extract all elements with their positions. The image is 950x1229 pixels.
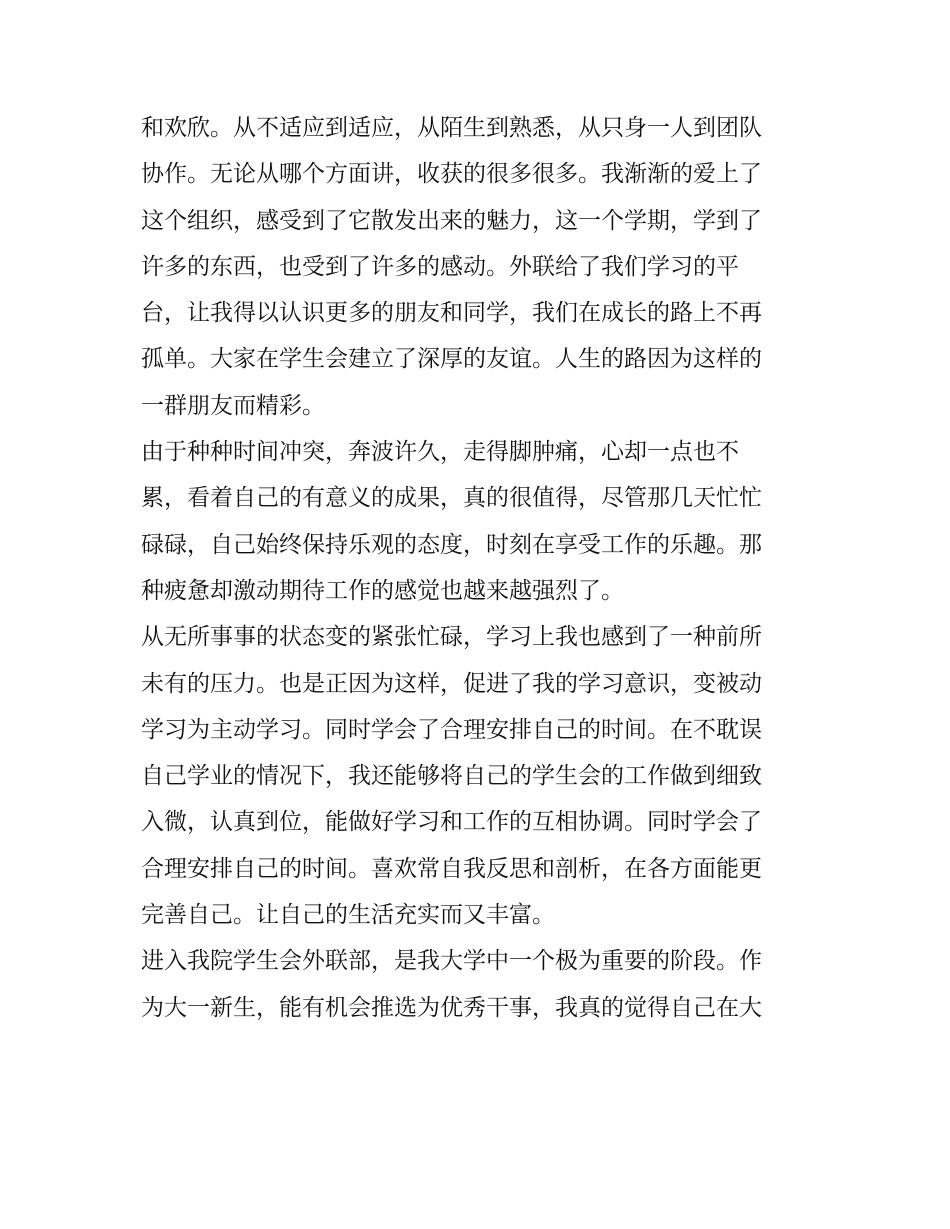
text-line: 台，让我得以认识更多的朋友和同学，我们在成长的路上不再 [141, 300, 762, 327]
text-line: 从无所事事的状态变的紧张忙碌，学习上我也感到了一种前所 [141, 624, 762, 651]
text-line: 自己学业的情况下，我还能够将自己的学生会的工作做到细致 [141, 763, 762, 790]
text-line: 碌碌，自己始终保持乐观的态度，时刻在享受工作的乐趣。那 [141, 531, 762, 558]
text-line: 累，看着自己的有意义的成果，真的很值得，尽管那几天忙忙 [141, 485, 762, 512]
text-line: 这个组织，感受到了它散发出来的魅力，这一个学期，学到了 [141, 207, 762, 234]
text-line: 协作。无论从哪个方面讲，收获的很多很多。我渐渐的爱上了 [141, 161, 762, 188]
text-line: 由于种种时间冲突，奔波许久，走得脚肿痛，心却一点也不 [141, 439, 739, 466]
text-line: 完善自己。让自己的生活充实而又丰富。 [141, 902, 555, 929]
body-text [141, 105, 821, 1031]
text-line: 一群朋友而精彩。 [141, 392, 325, 419]
text-line: 学习为主动学习。同时学会了合理安排自己的时间。在不耽误 [141, 716, 762, 743]
text-line: 孤单。大家在学生会建立了深厚的友谊。人生的路因为这样的 [141, 346, 762, 373]
text-line: 未有的压力。也是正因为这样，促进了我的学习意识，变被动 [141, 670, 762, 697]
text-line: 合理安排自己的时间。喜欢常自我反思和剖析，在各方面能更 [141, 855, 762, 882]
text-line: 种疲惫却激动期待工作的感觉也越来越强烈了。 [141, 577, 624, 604]
text-line: 和欢欣。从不适应到适应，从陌生到熟悉，从只身一人到团队 [141, 115, 762, 141]
text-line: 入微，认真到位，能做好学习和工作的互相协调。同时学会了 [141, 809, 762, 836]
text-line: 为大一新生，能有机会推选为优秀干事，我真的觉得自己在大 [141, 994, 762, 1021]
text-line: 进入我院学生会外联部，是我大学中一个极为重要的阶段。作 [141, 948, 762, 975]
text-line: 许多的东西，也受到了许多的感动。外联给了我们学习的平 [141, 253, 739, 280]
